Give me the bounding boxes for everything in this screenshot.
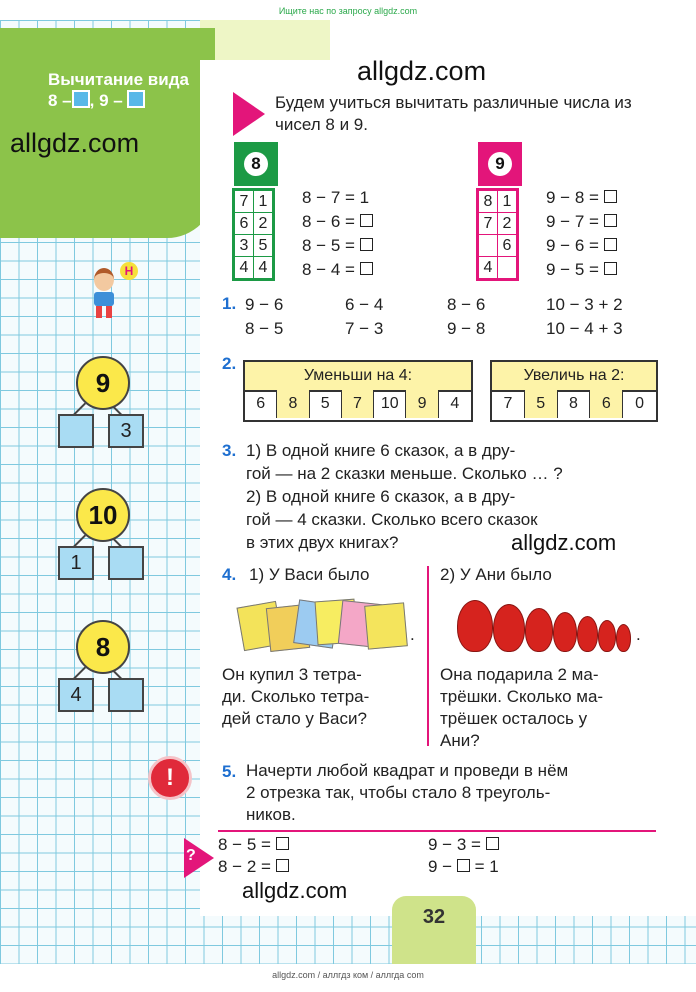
task5-text (246, 760, 666, 826)
text-line: дей стало у Васи? (222, 709, 367, 728)
dot: . (410, 625, 415, 644)
number-cell: 0 (635, 395, 645, 412)
expression-text: = 1 (474, 857, 499, 876)
text-line: трёшек осталось у (440, 709, 588, 728)
digit-cell: 2 (254, 213, 273, 235)
expression-text: 9 − (428, 857, 453, 876)
task4-right-head: 2) У Ани было (440, 565, 552, 584)
answer-box[interactable] (360, 214, 373, 227)
eight-equations (302, 186, 373, 282)
expression-text: 8 − 2 = (218, 857, 271, 876)
decrease-title: Уменьши на 4: (243, 360, 473, 392)
equation-text: 8 − 7 = 1 (302, 188, 370, 207)
mascot-leg (96, 306, 102, 318)
text-line: гой — на 2 сказки меньше. Сколько … ? (246, 464, 563, 483)
mascot-letter: Н (120, 262, 138, 280)
tree-right-box[interactable] (108, 678, 144, 712)
expression (428, 834, 499, 856)
tree-top-number: 10 (76, 488, 130, 542)
tree-left-box[interactable]: 4 (58, 678, 94, 712)
matryoshka-icon (553, 612, 577, 652)
number-cell: 10 (374, 390, 406, 418)
equation-text: 9 − 7 = (546, 212, 599, 231)
tree-left-box[interactable] (58, 414, 94, 448)
equation (546, 234, 617, 258)
tree-left-box[interactable]: 1 (58, 546, 94, 580)
title-8: 8 – (48, 91, 72, 110)
attention-icon: ! (148, 756, 192, 800)
number-cell: 4 (450, 395, 460, 412)
mascot-body (94, 292, 114, 306)
expression (218, 856, 289, 878)
text-line: Ани? (440, 731, 480, 750)
expression: 10 − 4 + 3 (546, 319, 623, 338)
answer-box[interactable] (360, 262, 373, 275)
lesson-title (48, 70, 189, 111)
answer-box[interactable] (276, 837, 289, 850)
answer-box[interactable] (486, 837, 499, 850)
question-right (428, 834, 499, 878)
dot: . (636, 625, 641, 644)
notebook-icon (364, 602, 408, 649)
matryoshka-illustration (455, 596, 635, 656)
top-banner: Ищите нас по запросу allgdz.com (278, 6, 418, 16)
digit-cell: 1 (498, 191, 517, 213)
lesson-title-line1: Вычитание вида (48, 70, 189, 89)
tree-right-box[interactable] (108, 546, 144, 580)
boy-mascot-icon (88, 262, 138, 322)
digit-cell: 7 (479, 213, 498, 235)
decrease-cells (243, 390, 473, 422)
task3-text (246, 439, 666, 554)
expression: 6 − 4 (345, 295, 384, 314)
digit-cell: 2 (498, 213, 517, 235)
equation (546, 210, 617, 234)
task4-right-text (440, 664, 650, 752)
eight-table (234, 190, 273, 279)
text-line: гой — 4 сказки. Сколько всего сказок (246, 510, 538, 529)
number-cell: 6 (245, 390, 277, 418)
answer-box[interactable] (276, 859, 289, 872)
task4-divider (427, 566, 429, 746)
nine-badge (478, 142, 522, 186)
expression-text: 8 − 5 = (218, 835, 271, 854)
equation (302, 186, 373, 210)
question-mark-icon: ? (186, 847, 196, 864)
expression: 8 − 6 (447, 295, 486, 314)
text-line: 2 отрезка так, чтобы стало 8 треуголь- (246, 783, 551, 802)
number-cell: 5 (525, 390, 558, 418)
blank-box-icon (72, 90, 90, 108)
digit-cell (498, 257, 517, 279)
answer-box[interactable] (360, 238, 373, 251)
watermark: allgdz.com (357, 56, 487, 86)
answer-box[interactable] (457, 859, 470, 872)
expression: 9 − 8 (447, 319, 486, 338)
text-line: Он купил 3 тетра- (222, 665, 362, 684)
task1-col (546, 293, 623, 341)
digit-cell (479, 235, 498, 257)
expression-text: 9 − 3 = (428, 835, 481, 854)
answer-box[interactable] (604, 190, 617, 203)
equation (302, 234, 373, 258)
watermark: allgdz.com (511, 530, 617, 555)
text-line: Начерти любой квадрат и проведи в нём (246, 761, 569, 780)
answer-box[interactable] (604, 214, 617, 227)
mascot-leg (106, 306, 112, 318)
digit-cell: 6 (235, 213, 254, 235)
increase-title: Увеличь на 2: (490, 360, 658, 392)
task1-col (345, 293, 383, 341)
equation-text: 9 − 5 = (546, 260, 599, 279)
tree-top-number: 8 (76, 620, 130, 674)
digit-cell: 8 (479, 191, 498, 213)
nine-table (478, 190, 517, 279)
number-cell: 5 (310, 390, 342, 418)
equation-text: 9 − 8 = (546, 188, 599, 207)
tree-top-number: 9 (76, 356, 130, 410)
mascot-head (94, 268, 114, 291)
number-cell: 6 (590, 390, 623, 418)
text-line: ников. (246, 805, 296, 824)
text-line: Она подарила 2 ма- (440, 665, 599, 684)
answer-box[interactable] (604, 238, 617, 251)
equation (302, 210, 373, 234)
bottom-banner: allgdz.com / аллгдз ком / аллгда com (272, 970, 424, 980)
text-line: в этих двух книгах? (246, 533, 399, 552)
task4-left-text (222, 664, 422, 730)
expression (428, 856, 499, 878)
digit-cell: 3 (235, 235, 254, 257)
matryoshka-icon (457, 600, 493, 652)
notebooks-illustration (232, 598, 412, 654)
nine-equations (546, 186, 617, 282)
blank-box-icon (127, 90, 145, 108)
matryoshka-icon (493, 604, 525, 652)
equation-text: 8 − 6 = (302, 212, 355, 231)
task-number: 1. (222, 294, 237, 313)
intro-text: Будем учиться вычитать различные числа из чисел 8 и 9. (275, 93, 632, 134)
text-line: 1) В одной книге 6 сказок, а в дру- (246, 441, 516, 460)
eight-decomposition (232, 188, 275, 281)
digit-cell: 4 (235, 257, 254, 279)
text-line: трёшки. Сколько ма- (440, 687, 604, 706)
digit-cell: 7 (235, 191, 254, 213)
lesson-title-line2 (48, 90, 189, 111)
equation (546, 258, 617, 282)
equation (302, 258, 373, 282)
text-line: ди. Сколько тетра- (222, 687, 370, 706)
number-cell: 9 (406, 390, 438, 418)
digit-cell: 6 (498, 235, 517, 257)
task1-col (245, 293, 283, 341)
number-cell: 7 (342, 390, 374, 418)
page-number: 32 (392, 896, 476, 964)
equation (546, 186, 617, 210)
answer-box[interactable] (604, 262, 617, 275)
matryoshka-icon (598, 620, 616, 652)
number-cell: 7 (492, 390, 525, 418)
number-cell: 8 (558, 390, 591, 418)
pink-arrow-icon (233, 92, 265, 136)
task-number: 4. (222, 565, 237, 584)
expression: 7 − 3 (345, 319, 384, 338)
matryoshka-icon (616, 624, 631, 652)
task4-left-head: 1) У Васи было (249, 565, 370, 584)
eight-label: 8 (244, 152, 268, 176)
green-band (200, 20, 340, 60)
digit-cell: 5 (254, 235, 273, 257)
tree-right-box[interactable]: 3 (108, 414, 144, 448)
digit-cell: 4 (479, 257, 498, 279)
watermark: allgdz.com (242, 878, 348, 903)
question-left (218, 834, 289, 878)
nine-decomposition (476, 188, 519, 281)
matryoshka-icon (525, 608, 553, 652)
equation-text: 8 − 5 = (302, 236, 355, 255)
task-number: 3. (222, 441, 237, 460)
expression: 9 − 6 (245, 295, 284, 314)
increase-cells (490, 390, 658, 422)
text-line: 2) В одной книге 6 сказок, а в дру- (246, 487, 516, 506)
matryoshka-icon (577, 616, 598, 652)
section-divider (218, 830, 656, 832)
equation-text: 9 − 6 = (546, 236, 599, 255)
equation-text: 8 − 4 = (302, 260, 355, 279)
task-number: 2. (222, 354, 237, 373)
nine-label: 9 (488, 152, 512, 176)
watermark: allgdz.com (10, 128, 140, 158)
digit-cell: 1 (254, 191, 273, 213)
task1-col (447, 293, 485, 341)
task-number: 5. (222, 762, 237, 781)
eight-badge (234, 142, 278, 186)
digit-cell: 4 (254, 257, 273, 279)
title-9: , 9 – (89, 91, 123, 110)
number-cell: 8 (277, 390, 309, 418)
expression: 8 − 5 (245, 319, 284, 338)
expression: 10 − 3 + 2 (546, 295, 623, 314)
expression (218, 834, 289, 856)
